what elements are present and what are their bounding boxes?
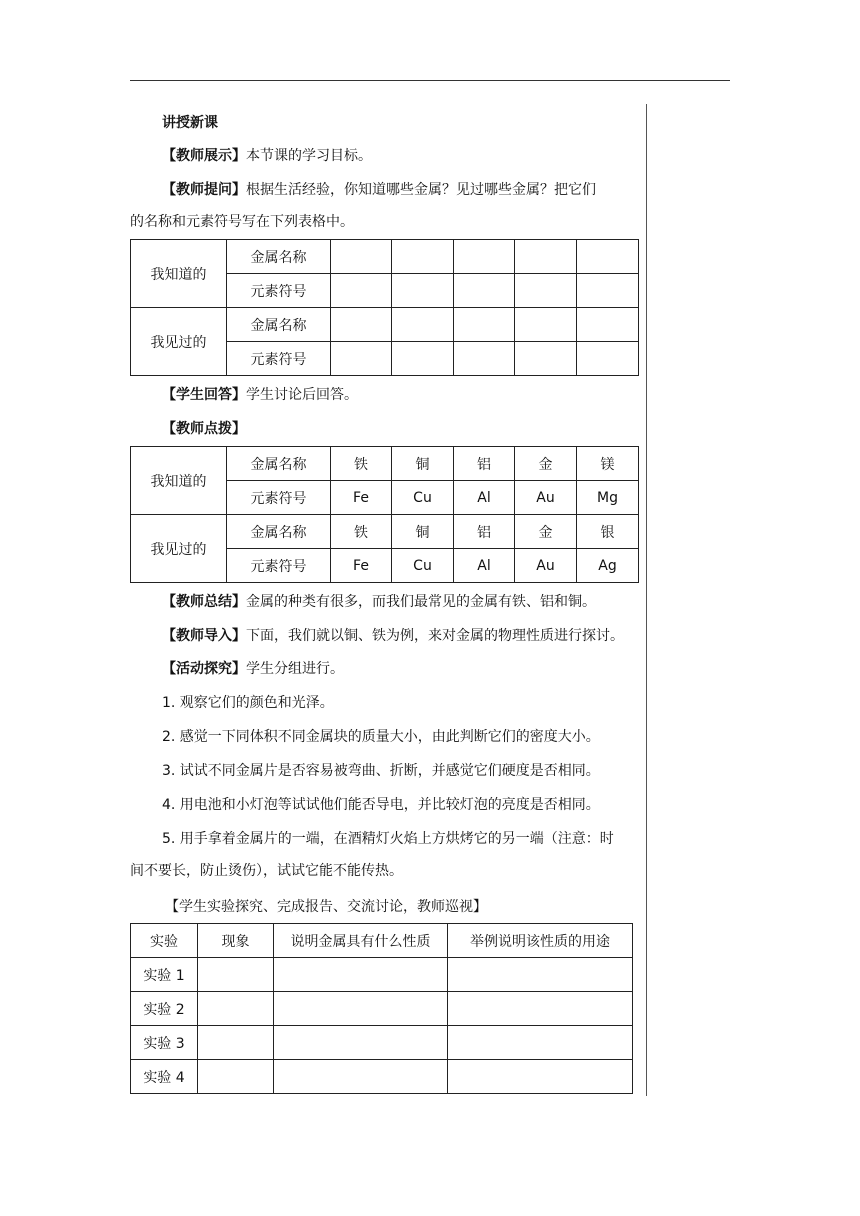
- paragraph-teacher-intro: [130, 626, 638, 646]
- text-teacher-ask-continued: 的名称和元素符号写在下列表格中。: [130, 214, 354, 230]
- row-label-symbol: 元素符号: [227, 342, 331, 376]
- metal-name-cell: 铁: [331, 447, 392, 481]
- blank-cell[interactable]: [448, 992, 633, 1026]
- header-experiment: 实验: [131, 924, 198, 958]
- blank-cell[interactable]: [392, 274, 454, 308]
- element-symbol-cell: Fe: [331, 481, 392, 515]
- step-4: 4. 用电池和小灯泡等试试他们能否导电，并比较灯泡的亮度是否相同。: [162, 797, 600, 813]
- text-teacher-intro: 下面，我们就以铜、铁为例，来对金属的物理性质进行探讨。: [246, 628, 624, 644]
- text-activity: 学生分组进行。: [246, 661, 344, 677]
- metal-name-cell: 铜: [392, 447, 454, 481]
- element-symbol-cell: Al: [454, 549, 515, 583]
- metal-name-cell: 金: [515, 515, 577, 549]
- blank-cell[interactable]: [331, 274, 392, 308]
- experiment-report-table: [130, 923, 633, 1094]
- experiment-label: 实验 3: [131, 1026, 198, 1060]
- metal-name-cell: 银: [577, 515, 639, 549]
- header-usage: 举例说明该性质的用途: [448, 924, 633, 958]
- blank-cell[interactable]: [392, 308, 454, 342]
- blank-cell[interactable]: [274, 1026, 448, 1060]
- row-label-name: 金属名称: [227, 515, 331, 549]
- filled-metals-table: [130, 446, 639, 583]
- blank-cell[interactable]: [392, 342, 454, 376]
- blank-cell[interactable]: [454, 342, 515, 376]
- element-symbol-cell: Ag: [577, 549, 639, 583]
- tag-teacher-ask: 【教师提问】: [162, 182, 246, 198]
- blank-cell[interactable]: [577, 308, 639, 342]
- group-seen: 我见过的: [131, 308, 227, 376]
- experiment-label: 实验 2: [131, 992, 198, 1026]
- text-teacher-show: 本节课的学习目标。: [246, 148, 372, 164]
- row-label-symbol: 元素符号: [227, 549, 331, 583]
- blank-cell[interactable]: [515, 240, 577, 274]
- blank-cell[interactable]: [577, 274, 639, 308]
- element-symbol-cell: Cu: [392, 481, 454, 515]
- text-student-answer: 学生讨论后回答。: [246, 387, 358, 403]
- text-teacher-ask: 根据生活经验，你知道哪些金属？见过哪些金属？把它们: [246, 182, 596, 198]
- metal-name-cell: 镁: [577, 447, 639, 481]
- element-symbol-cell: Cu: [392, 549, 454, 583]
- paragraph-teacher-show: [130, 146, 638, 166]
- element-symbol-cell: Fe: [331, 549, 392, 583]
- element-symbol-cell: Mg: [577, 481, 639, 515]
- blank-cell[interactable]: [454, 274, 515, 308]
- blank-cell[interactable]: [515, 342, 577, 376]
- blank-cell[interactable]: [331, 342, 392, 376]
- step-1: 1. 观察它们的颜色和光泽。: [162, 695, 334, 711]
- element-symbol-cell: Au: [515, 481, 577, 515]
- blank-cell[interactable]: [198, 992, 274, 1026]
- tag-teacher-guide: 【教师点拨】: [162, 421, 246, 437]
- blank-cell[interactable]: [198, 958, 274, 992]
- paragraph-teacher-summary: [130, 592, 638, 612]
- tag-teacher-summary: 【教师总结】: [162, 594, 246, 610]
- blank-cell[interactable]: [454, 308, 515, 342]
- paragraph-teacher-ask: [130, 180, 638, 200]
- row-label-symbol: 元素符号: [227, 274, 331, 308]
- blank-cell[interactable]: [448, 1026, 633, 1060]
- section-heading: 讲授新课: [162, 115, 218, 131]
- group-known: 我知道的: [131, 240, 227, 308]
- tag-student-answer: 【学生回答】: [162, 387, 246, 403]
- group-seen: 我见过的: [131, 515, 227, 583]
- step-2: 2. 感觉一下同体积不同金属块的质量大小，由此判断它们的密度大小。: [162, 729, 600, 745]
- metal-name-cell: 铝: [454, 447, 515, 481]
- blank-metals-table: [130, 239, 639, 376]
- experiment-title: 【学生实验探究、完成报告、交流讨论，教师巡视】: [165, 899, 487, 915]
- margin-rule: [646, 104, 647, 1096]
- blank-cell[interactable]: [198, 1026, 274, 1060]
- blank-cell[interactable]: [577, 342, 639, 376]
- tag-teacher-show: 【教师展示】: [162, 148, 246, 164]
- row-label-name: 金属名称: [227, 308, 331, 342]
- experiment-label: 实验 4: [131, 1060, 198, 1094]
- element-symbol-cell: Al: [454, 481, 515, 515]
- step-3: 3. 试试不同金属片是否容易被弯曲、折断，并感觉它们硬度是否相同。: [162, 763, 600, 779]
- paragraph-activity: [130, 659, 638, 679]
- header-rule: [130, 80, 730, 81]
- header-phenomenon: 现象: [198, 924, 274, 958]
- metal-name-cell: 铁: [331, 515, 392, 549]
- experiment-label: 实验 1: [131, 958, 198, 992]
- blank-cell[interactable]: [274, 958, 448, 992]
- blank-cell[interactable]: [448, 1060, 633, 1094]
- element-symbol-cell: Au: [515, 549, 577, 583]
- metal-name-cell: 金: [515, 447, 577, 481]
- step-5-line2: 间不要长，防止烫伤），试试它能不能传热。: [130, 863, 403, 879]
- blank-cell[interactable]: [454, 240, 515, 274]
- blank-cell[interactable]: [515, 274, 577, 308]
- paragraph-student-answer: [130, 385, 638, 405]
- blank-cell[interactable]: [331, 308, 392, 342]
- row-label-name: 金属名称: [227, 447, 331, 481]
- step-5-line1: 5. 用手拿着金属片的一端，在酒精灯火焰上方烘烤它的另一端（注意：时: [162, 831, 614, 847]
- blank-cell[interactable]: [392, 240, 454, 274]
- tag-activity: 【活动探究】: [162, 661, 246, 677]
- row-label-name: 金属名称: [227, 240, 331, 274]
- metal-name-cell: 铝: [454, 515, 515, 549]
- header-property: 说明金属具有什么性质: [274, 924, 448, 958]
- row-label-symbol: 元素符号: [227, 481, 331, 515]
- metal-name-cell: 铜: [392, 515, 454, 549]
- group-known: 我知道的: [131, 447, 227, 515]
- blank-cell[interactable]: [198, 1060, 274, 1094]
- tag-teacher-intro: 【教师导入】: [162, 628, 246, 644]
- text-teacher-summary: 金属的种类有很多，而我们最常见的金属有铁、铝和铜。: [246, 594, 596, 610]
- blank-cell[interactable]: [448, 958, 633, 992]
- blank-cell[interactable]: [274, 1060, 448, 1094]
- blank-cell[interactable]: [274, 992, 448, 1026]
- blank-cell[interactable]: [515, 308, 577, 342]
- blank-cell[interactable]: [331, 240, 392, 274]
- blank-cell[interactable]: [577, 240, 639, 274]
